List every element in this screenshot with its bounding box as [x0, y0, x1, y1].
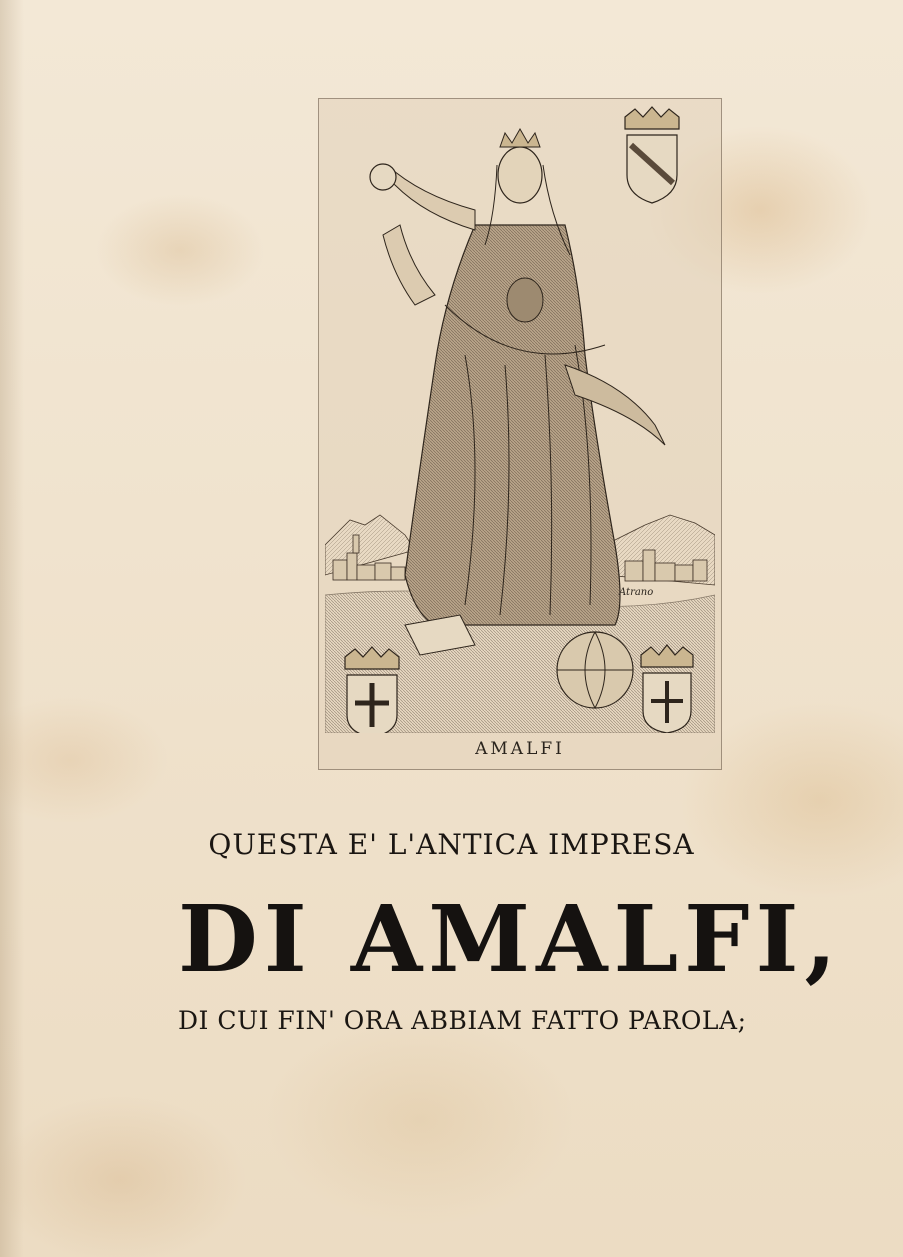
engraved-plate [318, 98, 722, 770]
allegorical-figure-engraving [325, 105, 715, 733]
subtitle-line: DI CUI FIN' ORA ABBIAM FATTO PAROLA; [178, 1006, 747, 1035]
plate-caption: AMALFI [475, 739, 565, 759]
intro-line: QUESTA E' L'ANTICA IMPRESA [208, 828, 695, 861]
place-label-atrano: Atrano [619, 587, 654, 598]
page-title: DI AMALFI, [178, 885, 843, 993]
